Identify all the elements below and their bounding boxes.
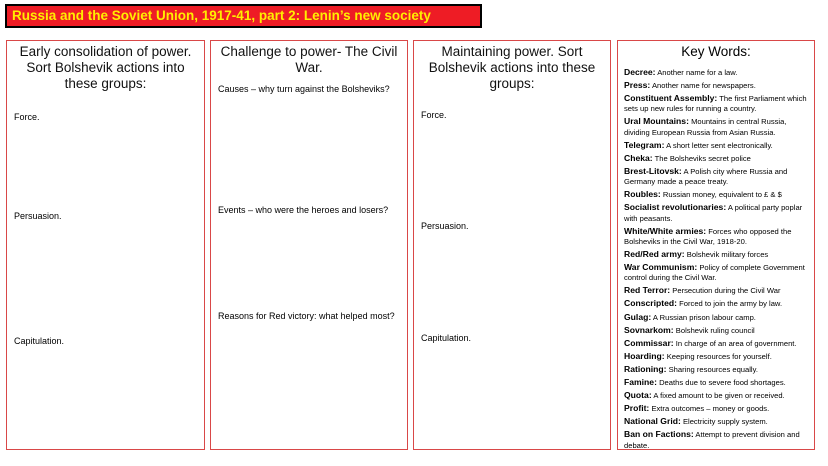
key-word-item — [624, 116, 810, 137]
key-word-item — [624, 403, 810, 414]
key-word-item — [624, 338, 810, 349]
key-word-definition: Forces who opposed the Bolsheviks in the Civil War, 1918-20. — [624, 226, 792, 246]
key-word-definition: Keeping resources for yourself. — [666, 351, 772, 361]
question-events: Events – who were the heroes and losers? — [218, 205, 389, 215]
key-word-term: Socialist revolutionaries: — [624, 202, 727, 213]
key-word-definition: Deaths due to severe food shortages. — [659, 378, 786, 387]
key-word-term: White/White armies: — [624, 225, 707, 236]
key-word-definition: Persecution during the Civil War — [672, 286, 781, 296]
key-word-definition: Policy of complete Government control during the Civil War. — [624, 263, 805, 283]
key-word-item — [624, 249, 810, 260]
key-word-item — [624, 80, 810, 91]
key-word-definition: Russian money, equivalent to £ & $ — [662, 190, 782, 200]
key-word-definition: A Polish city where Russia and Germany made a peace treaty. — [624, 166, 788, 187]
panel-early-consolidation — [6, 40, 205, 450]
key-word-definition: Sharing resources equally. — [668, 364, 758, 374]
key-word-item — [624, 153, 810, 164]
key-word-item — [624, 298, 810, 309]
key-word-item — [624, 226, 810, 247]
key-word-item — [624, 140, 810, 151]
key-word-item — [624, 351, 810, 362]
key-word-term: Sovnarkom: — [624, 324, 674, 335]
key-word-item — [624, 390, 810, 401]
key-word-definition: Another name for newspapers. — [651, 81, 756, 91]
key-word-definition: Extra outcomes – money or goods. — [651, 404, 770, 414]
key-word-term: Brest-Litovsk: — [624, 165, 682, 176]
panel-heading: Key Words: — [681, 44, 751, 59]
key-word-term: Profit: — [624, 403, 650, 414]
key-word-item — [624, 364, 810, 375]
key-word-item — [624, 377, 810, 388]
key-word-definition: The first Parliament which sets up new rules for running a country. — [624, 94, 807, 114]
key-word-item — [624, 166, 810, 187]
key-word-definition: The Bolsheviks secret police — [654, 153, 751, 163]
key-word-definition: Bolshevik ruling council — [675, 325, 755, 335]
key-word-term: Constituent Assembly: — [624, 93, 718, 104]
key-word-item — [624, 429, 810, 450]
key-word-term: National Grid: — [624, 416, 681, 427]
key-word-item — [624, 202, 810, 223]
key-word-term: Roubles: — [624, 189, 661, 200]
label-capitulation: Capitulation. — [421, 333, 472, 343]
key-word-item — [624, 325, 810, 336]
panel-maintaining-power — [413, 40, 611, 450]
key-word-item — [624, 416, 810, 427]
question-reasons: Reasons for Red victory: what helped most? — [218, 311, 395, 321]
label-persuasion: Persuasion. — [421, 221, 469, 231]
label-persuasion: Persuasion. — [14, 211, 62, 221]
key-word-term: Famine: — [624, 377, 657, 387]
key-word-term: Telegram: — [624, 139, 665, 150]
key-word-term: Hoarding: — [624, 350, 665, 361]
key-word-term: Press: — [624, 80, 651, 91]
key-word-item — [624, 285, 810, 296]
key-word-term: Cheka: — [624, 152, 653, 163]
key-word-definition: Attempt to prevent division and debate. — [624, 430, 800, 450]
key-word-term: Ural Mountains: — [624, 116, 689, 127]
key-word-term: Ban on Factions: — [624, 429, 694, 440]
key-word-definition: Another name for a law. — [657, 68, 738, 77]
key-word-definition: A Russian prison labour camp. — [652, 312, 756, 322]
key-word-definition: A short letter sent electronically. — [666, 140, 773, 150]
panel-heading: Maintaining power. Sort Bolshevik actions into these groups: — [428, 44, 596, 91]
page-title: Russia and the Soviet Union, 1917-41, part 2: Lenin’s new society — [5, 4, 482, 28]
key-word-definition: In charge of an area of government. — [675, 338, 797, 348]
key-word-term: Commissar: — [624, 337, 674, 348]
key-word-term: Conscripted: — [624, 298, 677, 309]
key-word-item — [624, 262, 810, 283]
key-word-item — [624, 189, 810, 200]
key-word-definition: Forced to join the army by law. — [679, 299, 783, 309]
panel-key-words — [617, 40, 815, 450]
key-word-term: Rationing: — [624, 363, 667, 374]
panel-heading: Early consolidation of power. Sort Bolshevik actions into these groups: — [19, 44, 192, 91]
label-force: Force. — [14, 112, 40, 122]
key-word-definition: Electricity supply system. — [682, 417, 768, 427]
key-word-item — [624, 312, 810, 323]
key-word-item — [624, 67, 810, 78]
key-word-item — [624, 93, 810, 114]
key-word-term: Decree: — [624, 67, 656, 77]
key-word-term: Quota: — [624, 390, 652, 401]
panel-heading: Challenge to power- The Civil War. — [220, 44, 398, 75]
key-word-term: War Communism: — [624, 262, 698, 273]
key-word-term: Gulag: — [624, 311, 652, 322]
key-word-definition: Mountains in central Russia, dividing European Russia from Asian Russia. — [624, 117, 787, 137]
key-word-definition: A fixed amount to be given or received. — [653, 391, 785, 401]
key-word-term: Red/Red army: — [624, 248, 685, 259]
label-capitulation: Capitulation. — [14, 336, 65, 346]
label-force: Force. — [421, 110, 447, 120]
key-words-list — [624, 67, 810, 453]
key-word-term: Red Terror: — [624, 285, 671, 296]
panel-civil-war — [210, 40, 408, 450]
key-word-definition: A political party poplar with peasants. — [624, 203, 803, 223]
question-causes: Causes – why turn against the Bolsheviks? — [218, 84, 390, 94]
key-word-definition: Bolshevik military forces — [686, 249, 769, 259]
